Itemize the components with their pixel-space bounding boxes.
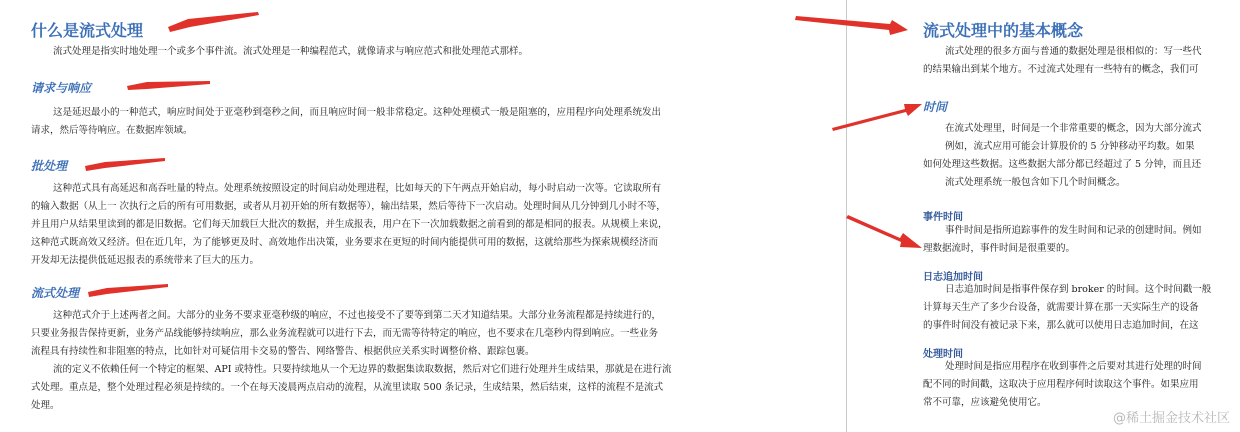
body-line: 流式处理的很多方面与普通的数据处理是很相似的：写一些代 xyxy=(945,46,1202,57)
body-line: 在流式处理里，时间是一个非常重要的概念，因为大部分流式 xyxy=(945,123,1202,134)
section-heading-time: 时间 xyxy=(923,100,948,114)
body-line: 这种范式介于上述两者之间。大部分的业务不要求亚毫秒级的响应，不过也接受不了要等到第二天才知道结果。大部分业务流程都是持续进行的， xyxy=(53,310,662,321)
intro-paragraph: 流式处理是指实时地处理一个或多个事件流。流式处理是一种编程范式，就像请求与响应范式和批处理范式那样。 xyxy=(53,46,529,57)
body-line: 只要业务报告保持更新，业务产品线能够持续响应，那么业务流程就可以进行下去，而无需等待特定的响应，也不要求在几毫秒内得到响应。一些业务 xyxy=(31,328,659,339)
body-line: 这是延迟最小的一种范式，响应时间处于亚毫秒到毫秒之间，而且响应时间一般非常稳定。这种处理模式一般是阻塞的，应用程序向处理系统发出 xyxy=(53,107,662,118)
section-heading-batch: 批处理 xyxy=(31,159,68,173)
subheading-processing-time: 处理时间 xyxy=(923,349,963,360)
body-line: 开发却无法提供低延迟报表的系统带来了巨大的压力。 xyxy=(31,255,260,266)
body-line: 日志追加时间是指事件保存到 broker 的时间。这个时间戳一般 xyxy=(945,284,1212,295)
section-heading-request-response: 请求与响应 xyxy=(31,81,92,95)
right-intro xyxy=(923,43,1240,79)
body-line: 例如，流式应用可能会计算股价的 5 分钟移动平均数。如果 xyxy=(945,141,1195,152)
body-line: 式处理。重点是，整个处理过程必须是持续的。一个在每天凌晨两点启动的流程，从流里读取 500 条记录，生成结果，然后结束，这样的流程不是流式 xyxy=(31,382,664,393)
body-line: 并且用户从结果里读到的都是旧数据。它们每天加载巨大批次的数据，并生成报表，用户在下一次加载数据之前看到的都是相同的报表。从规模上来说， xyxy=(31,219,668,230)
section-body-stream xyxy=(31,307,821,415)
section-heading-stream: 流式处理 xyxy=(31,286,80,300)
body-line: 处理。 xyxy=(31,400,60,411)
body-line: 事件时间是指所追踪事件的发生时间和记录的创建时间。例如 xyxy=(945,225,1202,236)
body-line: 处理时间是指应用程序在收到事件之后要对其进行处理的时间 xyxy=(945,361,1202,372)
body-processing-time xyxy=(923,358,1240,412)
page-title: 什么是流式处理 xyxy=(31,21,144,40)
body-line: 流的定义不依赖任何一个特定的框架、API 或特性。只要持续地从一个无边界的数据集读取数据，然后对它们进行处理并生成结果，那就是在进行流 xyxy=(53,364,672,375)
section-body-request-response xyxy=(31,104,821,140)
section-body-time xyxy=(923,120,1240,192)
body-line: 计算每天生产了多少台设备，就需要计算在那一天实际生产的设备 xyxy=(923,302,1199,313)
body-line: 这种范式既高效又经济。但在近几年，为了能够更及时、高效地作出决策，业务要求在更短的时间内能提供可用的数据，这就给那些为探索规模经济而 xyxy=(31,237,659,248)
body-line: 理数据流时，事件时间是很重要的。 xyxy=(923,243,1076,254)
body-line: 配不同的时间戳，这取决于应用程序何时读取这个事件。如果应用 xyxy=(923,379,1199,390)
body-line: 这种范式具有高延迟和高吞吐量的特点。处理系统按照设定的时间启动处理进程，比如每天的下午两点开始启动，每小时启动一次等。它读取所有 xyxy=(53,183,662,194)
body-line: 的事件时间没有被记录下来，那么就可以使用日志追加时间，在这 xyxy=(923,320,1199,331)
body-event-time xyxy=(923,222,1240,258)
subheading-log-append-time: 日志追加时间 xyxy=(923,272,983,283)
subheading-event-time: 事件时间 xyxy=(923,212,963,223)
body-line: 流程具有持续性和非阻塞的特点，比如针对可疑信用卡交易的警告、网络警告、根据供应关系实时调整价格、跟踪包裹。 xyxy=(31,346,535,357)
body-line: 的输入数据（从上一 次执行之后的所有可用数据，或者从月初开始的所有数据等），输出结果，然后等待下一次启动。处理时间从几分钟到几小时不等， xyxy=(31,201,666,212)
right-page xyxy=(846,0,1240,432)
right-page-title: 流式处理中的基本概念 xyxy=(923,21,1084,40)
body-line: 常不可靠，应该避免使用它。 xyxy=(923,397,1047,408)
body-line: 请求，然后等待响应。在数据库领域。 xyxy=(31,125,193,136)
body-line: 如何处理这些数据。这些数据大部分都已经超过了 5 分钟，而且还 xyxy=(923,159,1202,170)
body-line: 流式处理系统一般包含如下几个时间概念。 xyxy=(945,177,1126,188)
body-line: 的结果输出到某个地方。不过流式处理有一些特有的概念，我们可 xyxy=(923,64,1199,75)
section-body-batch xyxy=(31,180,821,270)
body-log-append-time xyxy=(923,281,1240,335)
watermark: @稀土掘金技术社区 xyxy=(1112,411,1230,426)
